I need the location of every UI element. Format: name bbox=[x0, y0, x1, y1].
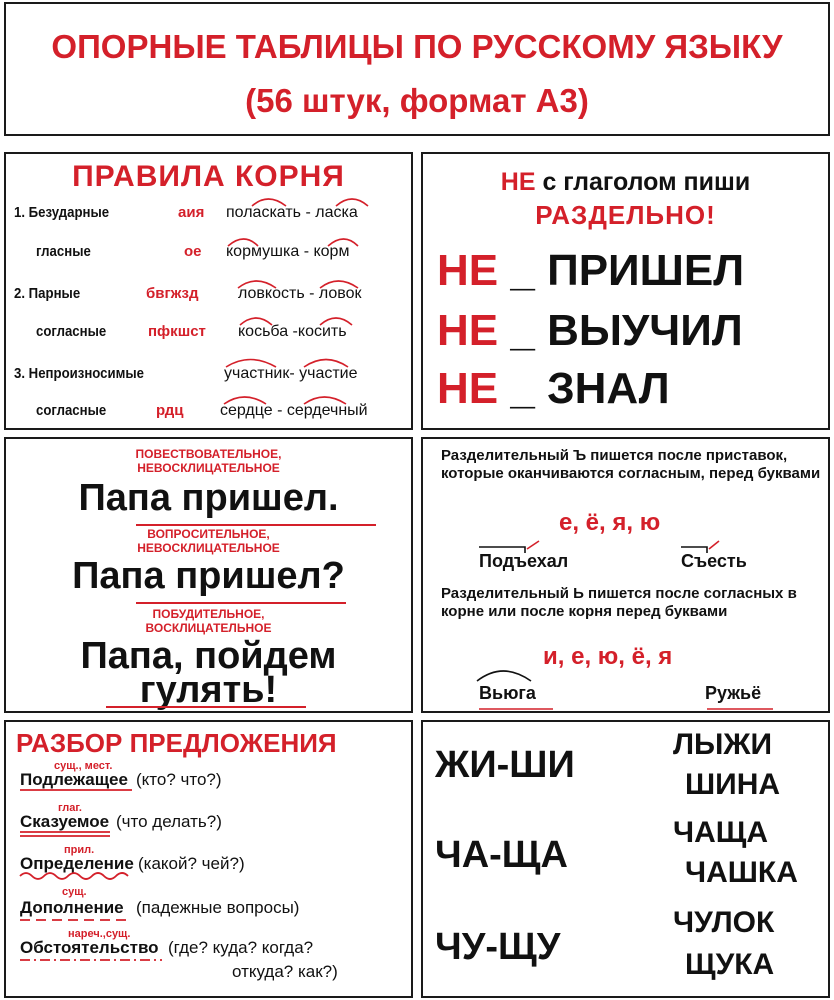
rule-letters: бвгжзд bbox=[146, 285, 199, 302]
sentence-types-panel bbox=[4, 437, 413, 713]
sentence-member: Сказуемое bbox=[20, 812, 110, 831]
sentence-member: Обстоятельство bbox=[20, 938, 159, 957]
sentence-type-caption: НЕВОСКЛИЦАТЕЛЬНОЕ bbox=[137, 461, 280, 475]
spelling-pair: ЖИ-ШИ bbox=[435, 744, 575, 786]
hard-sign-letters: е, ё, я, ю bbox=[559, 509, 661, 536]
part-of-speech-note: нареч.,сущ. bbox=[68, 928, 131, 940]
ne-example-row bbox=[437, 246, 744, 296]
rule-example: участник- участие bbox=[224, 365, 358, 382]
header-banner bbox=[4, 2, 830, 136]
example-word: ЧАЩА bbox=[673, 816, 768, 849]
sentence-member: Подлежащее bbox=[20, 770, 128, 789]
soft-sign-example: Ружьё bbox=[705, 683, 762, 703]
root-rules-panel bbox=[4, 152, 413, 430]
ne-rule-particle: НЕ bbox=[500, 168, 536, 196]
sentence-example: Папа пришел. bbox=[78, 477, 339, 519]
rule-letters: ое bbox=[184, 243, 202, 260]
rule-example: ловкость - ловок bbox=[238, 285, 362, 302]
example-word: ЧАШКА bbox=[685, 856, 798, 889]
part-of-speech-note: сущ., мест. bbox=[54, 760, 113, 772]
ne-rule-rest: с глаголом пиши bbox=[535, 168, 751, 196]
hard-sign-example: Съесть bbox=[681, 551, 747, 571]
sentence-type-caption: ПОБУДИТЕЛЬНОЕ, bbox=[152, 607, 265, 621]
rule-label: согласные bbox=[36, 323, 107, 340]
rule-letters: пфкшст bbox=[148, 323, 206, 340]
soft-sign-example: Вьюга bbox=[479, 683, 536, 703]
spelling-pair: ЧА-ЩА bbox=[435, 834, 568, 876]
page-subtitle: (56 штук, формат А3) bbox=[245, 82, 589, 119]
sentence-member: Определение bbox=[20, 854, 134, 873]
ne-example-row bbox=[437, 306, 743, 356]
example-word: ШИНА bbox=[685, 768, 781, 801]
separating-signs-panel bbox=[421, 437, 830, 713]
rule-label: 2. Парные bbox=[14, 285, 81, 302]
example-word: ЩУКА bbox=[685, 948, 775, 981]
spelling-pair: ЧУ-ЩУ bbox=[435, 926, 561, 968]
sentence-member: Дополнение bbox=[20, 898, 124, 917]
part-of-speech-note: сущ. bbox=[62, 886, 87, 898]
page-title: ОПОРНЫЕ ТАБЛИЦЫ ПО РУССКОМУ ЯЗЫКУ bbox=[51, 28, 783, 65]
hard-sign-rule: Разделительный Ъ пишется после приставок, которые оканчиваются согласным, перед буквами bbox=[441, 447, 821, 482]
sentence-example: гулять! bbox=[139, 669, 278, 711]
ne-example-verb: ВЫУЧИЛ bbox=[547, 306, 743, 355]
soft-sign-rule: Разделительный Ь пишется после согласных в корне или после корня перед буквами bbox=[441, 585, 797, 620]
ne-with-verb-panel bbox=[421, 152, 830, 430]
rule-letters: рдц bbox=[156, 402, 184, 419]
part-of-speech-note: прил. bbox=[64, 844, 95, 856]
ne-separator: _ bbox=[510, 246, 535, 295]
member-question: (падежные вопросы) bbox=[136, 898, 300, 917]
ne-particle: НЕ bbox=[437, 306, 499, 355]
ne-example-verb: ЗНАЛ bbox=[547, 364, 670, 413]
sentence-example: Папа пришел? bbox=[72, 555, 345, 597]
sentence-parse-title: РАЗБОР ПРЕДЛОЖЕНИЯ bbox=[16, 728, 337, 758]
ne-separator: _ bbox=[510, 364, 535, 413]
member-question: (какой? чей?) bbox=[138, 854, 245, 873]
ne-separator: _ bbox=[510, 306, 535, 355]
example-word: ЛЫЖИ bbox=[673, 728, 773, 761]
part-of-speech-note: глаг. bbox=[58, 802, 82, 814]
rule-example: кормушка - корм bbox=[226, 243, 350, 260]
member-question: (что делать?) bbox=[116, 812, 222, 831]
rule-label: согласные bbox=[36, 402, 107, 419]
ne-rule-line2: РАЗДЕЛЬНО! bbox=[535, 200, 716, 230]
ne-particle: НЕ bbox=[437, 246, 499, 295]
zhi-shi-panel bbox=[421, 720, 830, 998]
rule-label: 1. Безударные bbox=[14, 204, 110, 221]
rule-label: 3. Непроизносимые bbox=[14, 365, 145, 382]
member-question: (где? куда? когда? bbox=[168, 938, 314, 957]
hard-sign-example: Подъехал bbox=[479, 551, 569, 571]
ne-example-row bbox=[437, 364, 670, 414]
rule-label: гласные bbox=[36, 243, 91, 260]
soft-sign-letters: и, е, ю, ё, я bbox=[543, 643, 673, 670]
sentence-type-caption: ПОВЕСТВОВАТЕЛЬНОЕ, bbox=[135, 447, 282, 461]
rule-example: косьба -косить bbox=[238, 323, 347, 340]
ne-rule-line1 bbox=[423, 168, 828, 197]
member-question: (кто? что?) bbox=[136, 770, 222, 789]
sentence-parse-panel bbox=[4, 720, 413, 998]
rule-example: сердце - сердечный bbox=[220, 402, 368, 419]
rule-letters: аия bbox=[178, 204, 205, 221]
sentence-type-caption: ВОПРОСИТЕЛЬНОЕ, bbox=[147, 527, 270, 541]
ne-example-verb: ПРИШЕЛ bbox=[547, 246, 745, 295]
sentence-type-caption: ВОСКЛИЦАТЕЛЬНОЕ bbox=[145, 621, 272, 635]
sentence-type-caption: НЕВОСКЛИЦАТЕЛЬНОЕ bbox=[137, 541, 280, 555]
root-rules-title: ПРАВИЛА КОРНЯ bbox=[72, 160, 345, 193]
rule-example: поласкать - ласка bbox=[226, 204, 358, 221]
ne-particle: НЕ bbox=[437, 364, 499, 413]
example-word: ЧУЛОК bbox=[673, 906, 775, 939]
sentence-example: Папа, пойдем bbox=[80, 635, 337, 677]
member-question: откуда? как?) bbox=[232, 962, 338, 981]
